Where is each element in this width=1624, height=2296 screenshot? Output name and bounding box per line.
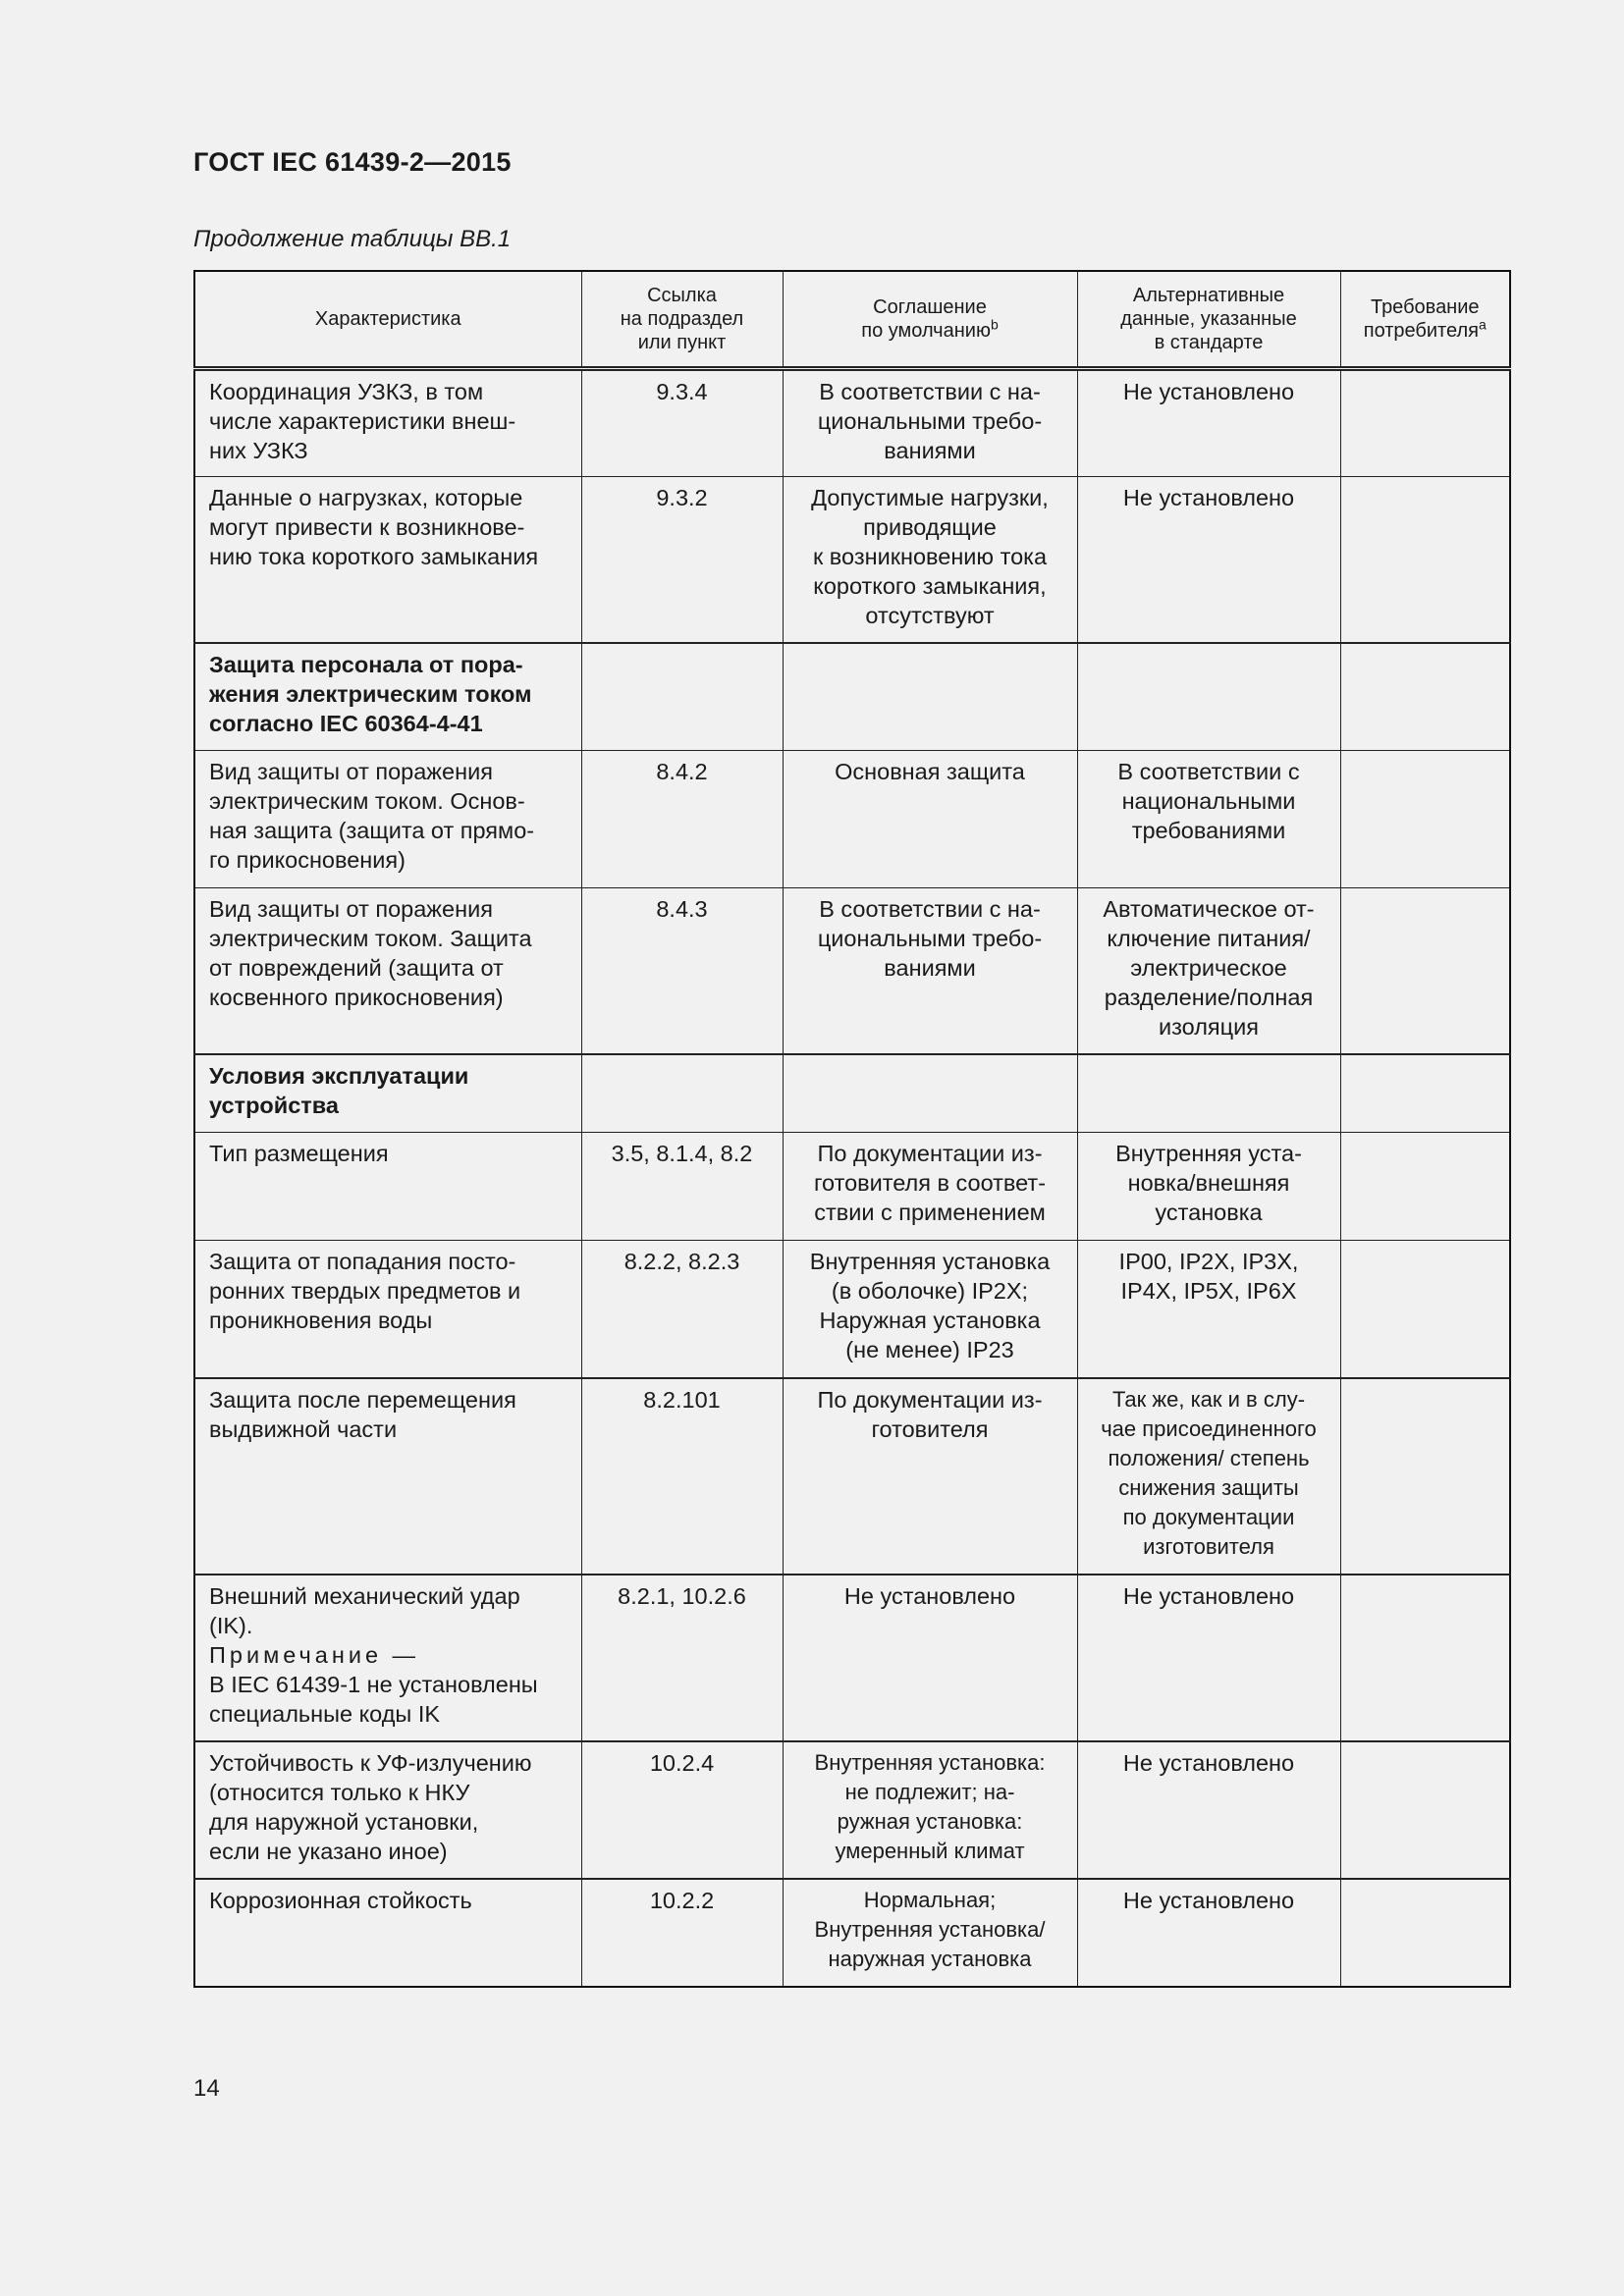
cell-alternative: Автоматическое от- ключение питания/ электрическое разделение/полная изоляция <box>1077 888 1340 1054</box>
cell-requirement <box>1340 1741 1510 1879</box>
cell-alternative: Внутренняя уста- новка/внешняя установка <box>1077 1133 1340 1241</box>
cell-requirement <box>1340 643 1510 751</box>
note-text: В IEC 61439-1 не установлены специальные коды IK <box>209 1671 538 1727</box>
table-row <box>194 1879 1510 1987</box>
table-row <box>194 1378 1510 1575</box>
cell-default: Внутренняя установка: не подлежит; на- ружная установка: умеренный климат <box>783 1741 1077 1879</box>
cell-requirement <box>1340 1378 1510 1575</box>
cell-characteristic: Вид защиты от поражения электрическим током. Защита от повреждений (защита от косвенного прикосновения) <box>194 888 581 1054</box>
cell-reference <box>581 1054 783 1133</box>
column-header-characteristic: Характеристика <box>194 271 581 369</box>
characteristic-text: Внешний механический удар (IK). <box>209 1582 520 1638</box>
cell-reference: 9.3.2 <box>581 477 783 643</box>
cell-reference: 8.2.2, 8.2.3 <box>581 1241 783 1378</box>
table-row <box>194 369 1510 477</box>
table-row <box>194 1133 1510 1241</box>
section-heading: Защита персонала от пора- жения электрическим током согласно IEC 60364-4-41 <box>194 643 581 751</box>
cell-reference: 10.2.2 <box>581 1879 783 1987</box>
cell-alternative: Не установлено <box>1077 1879 1340 1987</box>
cell-requirement <box>1340 751 1510 888</box>
footnote-mark-b: b <box>990 316 999 333</box>
cell-alternative: Так же, как и в слу- чае присоединенного положения/ степень снижения защиты по документации изготовителя <box>1077 1378 1340 1575</box>
cell-characteristic: Данные о нагрузках, которые могут привести к возникнове- нию тока короткого замыкания <box>194 477 581 643</box>
cell-requirement <box>1340 1241 1510 1378</box>
cell-characteristic <box>194 1575 581 1741</box>
section-heading: Условия эксплуатации устройства <box>194 1054 581 1133</box>
cell-reference: 8.4.3 <box>581 888 783 1054</box>
section-row <box>194 643 1510 751</box>
cell-default: В соответствии с на- циональными требо- ваниями <box>783 369 1077 477</box>
table-header-row <box>194 271 1510 369</box>
cell-reference <box>581 643 783 751</box>
cell-default: Основная защита <box>783 751 1077 888</box>
note-label: Примечание — <box>209 1641 420 1668</box>
cell-default: Внутренняя установка (в оболочке) IP2X; Наружная установка (не менее) IP23 <box>783 1241 1077 1378</box>
cell-reference: 3.5, 8.1.4, 8.2 <box>581 1133 783 1241</box>
cell-alternative: Не установлено <box>1077 477 1340 643</box>
cell-requirement <box>1340 369 1510 477</box>
table-caption: Продолжение таблицы ВВ.1 <box>193 226 512 252</box>
cell-requirement <box>1340 1054 1510 1133</box>
cell-characteristic: Координация УЗКЗ, в том числе характеристики внеш- них УЗКЗ <box>194 369 581 477</box>
cell-characteristic: Защита от попадания посто- ронних твердых предметов и проникновения воды <box>194 1241 581 1378</box>
table-row <box>194 751 1510 888</box>
table-row <box>194 1741 1510 1879</box>
cell-reference: 9.3.4 <box>581 369 783 477</box>
cell-reference: 8.4.2 <box>581 751 783 888</box>
footnote-mark-a: a <box>1478 316 1487 333</box>
column-header-requirement: Требование потребителя$^a$ <box>1340 271 1510 369</box>
cell-default: По документации из- готовителя в соответ- ствии с применением <box>783 1133 1077 1241</box>
cell-characteristic: Устойчивость к УФ-излучению (относится только к НКУ для наружной установки, если не указано иное) <box>194 1741 581 1879</box>
cell-alternative <box>1077 643 1340 751</box>
cell-characteristic: Защита после перемещения выдвижной части <box>194 1378 581 1575</box>
cell-reference: 8.2.1, 10.2.6 <box>581 1575 783 1741</box>
cell-alternative: В соответствии с национальными требованиями <box>1077 751 1340 888</box>
cell-requirement <box>1340 1133 1510 1241</box>
cell-requirement <box>1340 1879 1510 1987</box>
cell-alternative: Не установлено <box>1077 1741 1340 1879</box>
cell-requirement <box>1340 477 1510 643</box>
cell-alternative: Не установлено <box>1077 1575 1340 1741</box>
column-header-reference: Ссылка на подраздел или пункт <box>581 271 783 369</box>
cell-reference: 8.2.101 <box>581 1378 783 1575</box>
cell-default <box>783 643 1077 751</box>
table-row <box>194 1241 1510 1378</box>
column-header-alternative: Альтернативные данные, указанные в стандарте <box>1077 271 1340 369</box>
cell-default: Не установлено <box>783 1575 1077 1741</box>
document-title: ГОСТ IEC 61439-2—2015 <box>193 147 512 177</box>
page-number: 14 <box>193 2075 220 2102</box>
cell-default: В соответствии с на- циональными требо- ваниями <box>783 888 1077 1054</box>
table-row <box>194 1575 1510 1741</box>
cell-default: По документации из- готовителя <box>783 1378 1077 1575</box>
cell-characteristic: Тип размещения <box>194 1133 581 1241</box>
table-row <box>194 888 1510 1054</box>
section-row <box>194 1054 1510 1133</box>
cell-default: Допустимые нагрузки, приводящие к возникновению тока короткого замыкания, отсутствуют <box>783 477 1077 643</box>
table-row <box>194 477 1510 643</box>
cell-requirement <box>1340 1575 1510 1741</box>
cell-alternative <box>1077 1054 1340 1133</box>
specification-table <box>193 270 1511 1988</box>
cell-default: Нормальная; Внутренняя установка/ наружная установка <box>783 1879 1077 1987</box>
cell-reference: 10.2.4 <box>581 1741 783 1879</box>
cell-characteristic: Вид защиты от поражения электрическим током. Основ- ная защита (защита от прямо- го прикосновения) <box>194 751 581 888</box>
cell-default <box>783 1054 1077 1133</box>
cell-alternative: IP00, IP2X, IP3X, IP4X, IP5X, IP6X <box>1077 1241 1340 1378</box>
cell-requirement <box>1340 888 1510 1054</box>
cell-characteristic: Коррозионная стойкость <box>194 1879 581 1987</box>
cell-alternative: Не установлено <box>1077 369 1340 477</box>
column-header-default: Соглашение по умолчанию$^b$ <box>783 271 1077 369</box>
